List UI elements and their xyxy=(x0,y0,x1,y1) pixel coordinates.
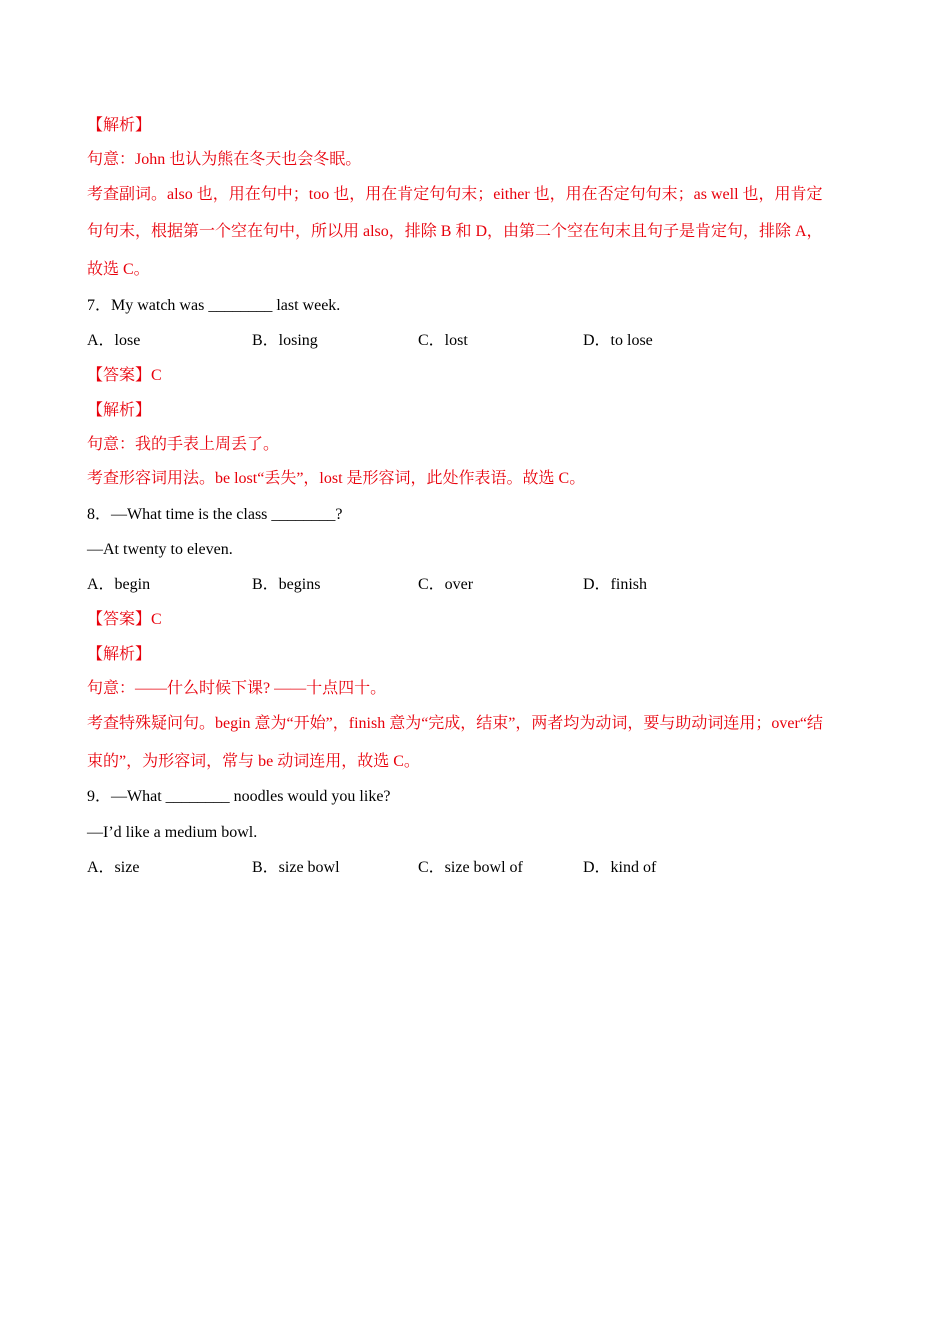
explanation-line: 故选 C。 xyxy=(87,261,150,278)
explanation-line: 句句末，根据第一个空在句中，所以用 also，排除 B 和 D，由第二个空在句末且句子是肯定句，排除 A， xyxy=(87,223,823,240)
question-text: 8．—What time is the class ________? xyxy=(87,506,343,523)
option-c: C．size bowl of xyxy=(418,859,523,876)
option-b: B．size bowl xyxy=(252,859,340,876)
reply-text: —At twenty to eleven. xyxy=(87,541,233,558)
option-c: C．lost xyxy=(418,332,468,349)
reply-text: —I’d like a medium bowl. xyxy=(87,824,258,841)
answer: 【答案】C xyxy=(87,611,162,628)
question-text: 7．My watch was ________ last week. xyxy=(87,297,341,314)
sentence-meaning: 句意：John 也认为熊在冬天也会冬眠。 xyxy=(87,151,362,168)
explanation-line: 考查特殊疑问句。begin 意为“开始”，finish 意为“完成，结束”，两者均为动词，要与助动词连用；over“结 xyxy=(87,715,823,732)
explanation-line: 束的”，为形容词，常与 be 动词连用，故选 C。 xyxy=(87,753,420,770)
option-d: D．finish xyxy=(583,576,648,593)
option-a: A．size xyxy=(87,859,140,876)
option-a: A．begin xyxy=(87,576,151,593)
analysis-heading: 【解析】 xyxy=(87,117,152,134)
explanation-line: 考查副词。also 也，用在句中；too 也，用在肯定句句末；either 也，用在否定句句末；as well 也，用肯定 xyxy=(87,186,823,203)
option-b: B．begins xyxy=(252,576,321,593)
question-text: 9．—What ________ noodles would you like? xyxy=(87,788,391,805)
analysis-heading: 【解析】 xyxy=(87,402,152,419)
option-d: D．kind of xyxy=(583,859,657,876)
sentence-meaning: 句意：我的手表上周丢了。 xyxy=(87,436,280,453)
answer: 【答案】C xyxy=(87,367,162,384)
explanation-line: 考查形容词用法。be lost“丢失”，lost 是形容词，此处作表语。故选 C。 xyxy=(87,470,586,487)
option-d: D．to lose xyxy=(583,332,653,349)
sentence-meaning: 句意：——什么时候下课? ——十点四十。 xyxy=(87,680,387,697)
option-a: A．lose xyxy=(87,332,141,349)
option-c: C．over xyxy=(418,576,474,593)
option-b: B．losing xyxy=(252,332,318,349)
analysis-heading: 【解析】 xyxy=(87,646,152,663)
